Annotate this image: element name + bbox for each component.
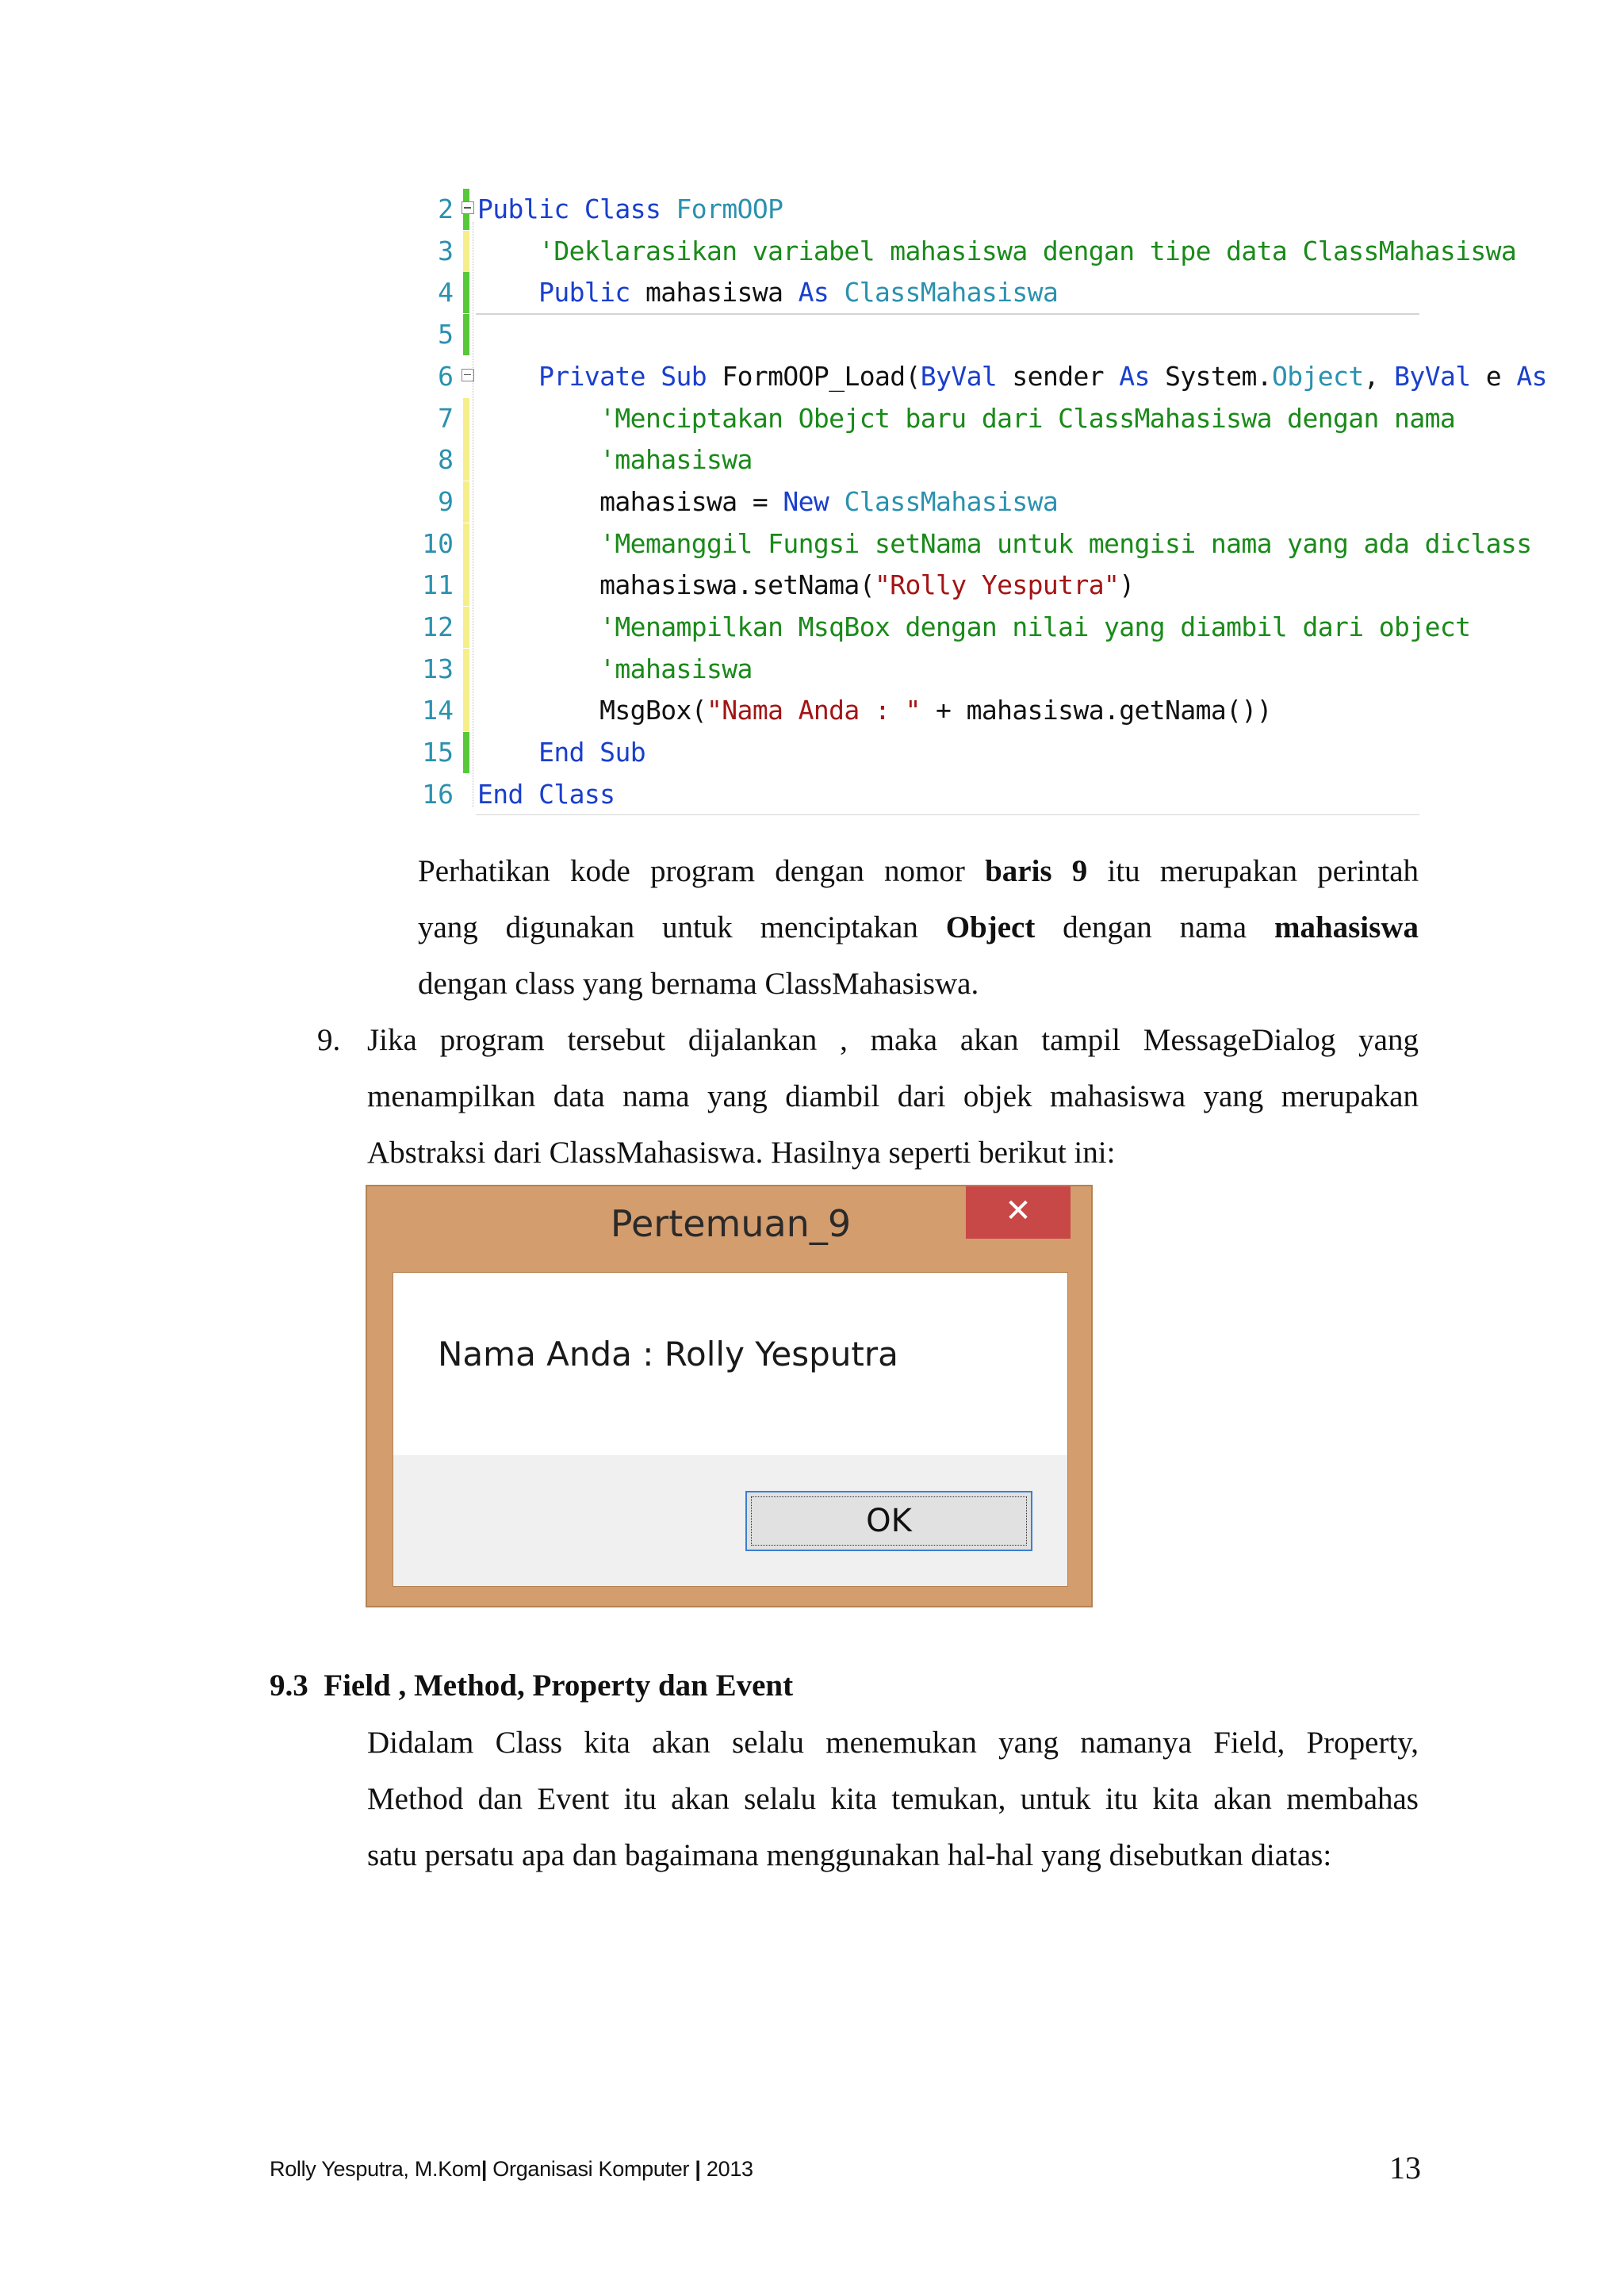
line-number: 12 xyxy=(422,611,454,642)
change-marker xyxy=(463,565,469,606)
code-token: sender xyxy=(997,360,1120,392)
line-number: 8 xyxy=(438,444,454,476)
list-item-number: 9. xyxy=(317,1023,341,1057)
line-number: 15 xyxy=(422,737,454,768)
code-token: As xyxy=(1119,360,1150,392)
code-token xyxy=(569,193,584,224)
code-token: As xyxy=(798,277,829,308)
code-line xyxy=(412,272,1419,313)
code-text xyxy=(477,649,753,690)
line-number: 5 xyxy=(438,319,454,351)
line-number: 14 xyxy=(422,695,454,726)
code-token: 'Menampilkan MsqBox dengan nilai yang diambil dari object xyxy=(477,611,1471,642)
code-line xyxy=(412,481,1419,523)
code-token xyxy=(477,277,538,308)
change-marker xyxy=(463,523,469,565)
line-number: 2 xyxy=(438,193,454,224)
item9-line-3: Abstraksi dari ClassMahasiswa. Hasilnya seperti berikut ini: xyxy=(367,1136,1116,1170)
ok-button[interactable] xyxy=(745,1491,1032,1551)
fold-guide xyxy=(473,222,474,807)
footer-separator: | xyxy=(695,2157,701,2181)
line-number: 10 xyxy=(422,527,454,559)
dialog-message: Nama Anda : Rolly Yesputra xyxy=(438,1335,898,1374)
code-token: New xyxy=(783,485,829,517)
section-body xyxy=(367,1715,1419,1883)
code-text xyxy=(477,272,1058,313)
change-marker xyxy=(463,398,469,439)
change-marker xyxy=(463,272,469,313)
code-token: e xyxy=(1470,360,1517,392)
code-token: mahasiswa.setNama( xyxy=(477,569,875,601)
line-number: 7 xyxy=(438,402,454,434)
code-line xyxy=(412,649,1419,690)
code-token: "Nama Anda : " xyxy=(707,695,921,726)
code-line xyxy=(412,607,1471,648)
section-heading: 9.3 Field , Method, Property dan Event xyxy=(270,1669,794,1703)
change-marker xyxy=(463,649,469,690)
line-number: 4 xyxy=(438,277,454,308)
code-token: System. xyxy=(1149,360,1272,392)
change-marker xyxy=(463,732,469,773)
separator-line xyxy=(476,814,1419,816)
change-marker xyxy=(463,439,469,481)
change-marker xyxy=(463,481,469,523)
code-token: As xyxy=(1516,360,1547,392)
section-line-1: Didalam Class kita akan selalu menemukan yang namanya Field, Property, xyxy=(367,1726,1419,1760)
code-text xyxy=(477,523,1531,565)
change-marker xyxy=(463,690,469,731)
code-token: mahasiswa xyxy=(630,277,799,308)
line-number: 13 xyxy=(422,653,454,684)
explanation-line-2: yang digunakan untuk menciptakan Object dengan nama mahasiswa xyxy=(418,910,1419,944)
code-token: 'mahasiswa xyxy=(477,444,753,476)
code-text xyxy=(477,565,1135,606)
code-token: Sub xyxy=(599,737,645,768)
footer-author: Rolly Yesputra, M.Kom xyxy=(270,2157,481,2181)
code-token: ClassMahasiswa xyxy=(844,277,1059,308)
line-number: 6 xyxy=(438,360,454,392)
change-marker xyxy=(463,314,469,355)
code-token xyxy=(523,779,538,810)
code-token: + mahasiswa.getNama()) xyxy=(920,695,1272,726)
code-line xyxy=(412,189,1419,230)
line-number: 3 xyxy=(438,235,454,266)
code-text xyxy=(477,356,1547,397)
item9-line-1: Jika program tersebut dijalankan , maka akan tampil MessageDialog yang xyxy=(367,1023,1419,1057)
ok-button-label: OK xyxy=(751,1496,1027,1546)
separator-line xyxy=(476,313,1419,315)
code-token xyxy=(661,193,676,224)
code-line xyxy=(412,439,1419,481)
close-icon[interactable]: ✕ xyxy=(966,1186,1071,1239)
explanation-line-3: dengan class yang bernama ClassMahasiswa. xyxy=(418,967,979,1001)
code-token: FormOOP xyxy=(676,193,783,224)
code-token: ByVal xyxy=(920,360,998,392)
page-number: 13 xyxy=(1389,2150,1421,2186)
code-text xyxy=(477,690,1272,731)
line-number: 11 xyxy=(422,569,454,601)
code-token xyxy=(477,361,538,392)
code-text xyxy=(477,774,615,815)
code-token: Public xyxy=(477,193,569,224)
code-line xyxy=(412,356,1547,397)
code-line xyxy=(412,774,1419,815)
code-token xyxy=(584,737,599,768)
page-footer xyxy=(270,2157,753,2182)
code-line xyxy=(412,314,1419,355)
footer-year: 2013 xyxy=(706,2157,753,2181)
code-line xyxy=(412,398,1456,439)
footer-separator: | xyxy=(481,2157,488,2181)
section-line-3: satu persatu apa dan bagaimana menggunakan hal-hal yang disebutkan diatas: xyxy=(367,1838,1332,1872)
code-line xyxy=(412,732,1419,773)
code-token: ClassMahasiswa xyxy=(844,485,1059,517)
code-text xyxy=(477,398,1455,439)
code-explanation xyxy=(418,843,1419,1012)
change-marker xyxy=(463,607,469,648)
explanation-line-1: Perhatikan kode program dengan nomor baris 9 itu merupakan perintah xyxy=(418,854,1419,888)
code-text xyxy=(477,231,1516,272)
code-line xyxy=(412,565,1419,606)
code-text xyxy=(477,189,783,230)
line-number: 9 xyxy=(438,485,454,517)
code-line xyxy=(412,690,1419,731)
code-token: Public xyxy=(538,277,630,308)
code-token xyxy=(477,737,538,768)
list-item-9 xyxy=(367,1012,1419,1181)
message-dialog xyxy=(366,1185,1093,1607)
code-token: Private xyxy=(538,360,645,392)
code-token: End xyxy=(477,778,523,810)
code-token: Class xyxy=(538,778,615,810)
footer-course: Organisasi Komputer xyxy=(492,2157,690,2181)
code-line xyxy=(412,231,1517,272)
section-line-2: Method dan Event itu akan selalu kita temukan, untuk itu kita akan membahas xyxy=(367,1782,1419,1816)
line-number: 16 xyxy=(422,778,454,810)
code-token: End xyxy=(538,737,584,768)
change-marker xyxy=(463,774,469,815)
code-text xyxy=(477,439,753,481)
code-text xyxy=(477,607,1470,648)
code-block xyxy=(412,189,1547,831)
dialog-title: Pertemuan_9 xyxy=(610,1202,852,1245)
code-text xyxy=(477,732,645,773)
collapse-icon[interactable] xyxy=(462,201,474,214)
code-token: mahasiswa = xyxy=(477,485,783,517)
code-token: Sub xyxy=(661,360,707,392)
code-token: "Rolly Yesputra" xyxy=(874,569,1120,601)
code-token: FormOOP_Load( xyxy=(707,360,921,392)
item9-line-2: menampilkan data nama yang diambil dari objek mahasiswa yang merupakan xyxy=(367,1079,1419,1113)
code-line xyxy=(412,523,1532,565)
code-text xyxy=(477,481,1058,523)
code-token: ) xyxy=(1119,569,1135,601)
code-token: 'Deklarasikan variabel mahasiswa dengan tipe data ClassMahasiswa xyxy=(477,235,1517,266)
code-token: , xyxy=(1363,360,1395,392)
code-token: 'mahasiswa xyxy=(477,653,753,684)
dialog-message-area xyxy=(393,1273,1067,1455)
change-marker xyxy=(463,231,469,272)
code-token: Object xyxy=(1272,360,1364,392)
code-token: 'Menciptakan Obejct baru dari ClassMahasiswa dengan nama xyxy=(477,402,1456,434)
code-token: Class xyxy=(584,193,661,224)
code-token xyxy=(829,277,844,308)
code-token: MsgBox( xyxy=(477,695,707,726)
code-token: ByVal xyxy=(1394,360,1471,392)
dialog-body xyxy=(393,1272,1068,1587)
code-token: 'Memanggil Fungsi setNama untuk mengisi nama yang ada diclass xyxy=(477,527,1532,559)
code-token xyxy=(645,361,661,392)
code-token xyxy=(829,486,844,517)
